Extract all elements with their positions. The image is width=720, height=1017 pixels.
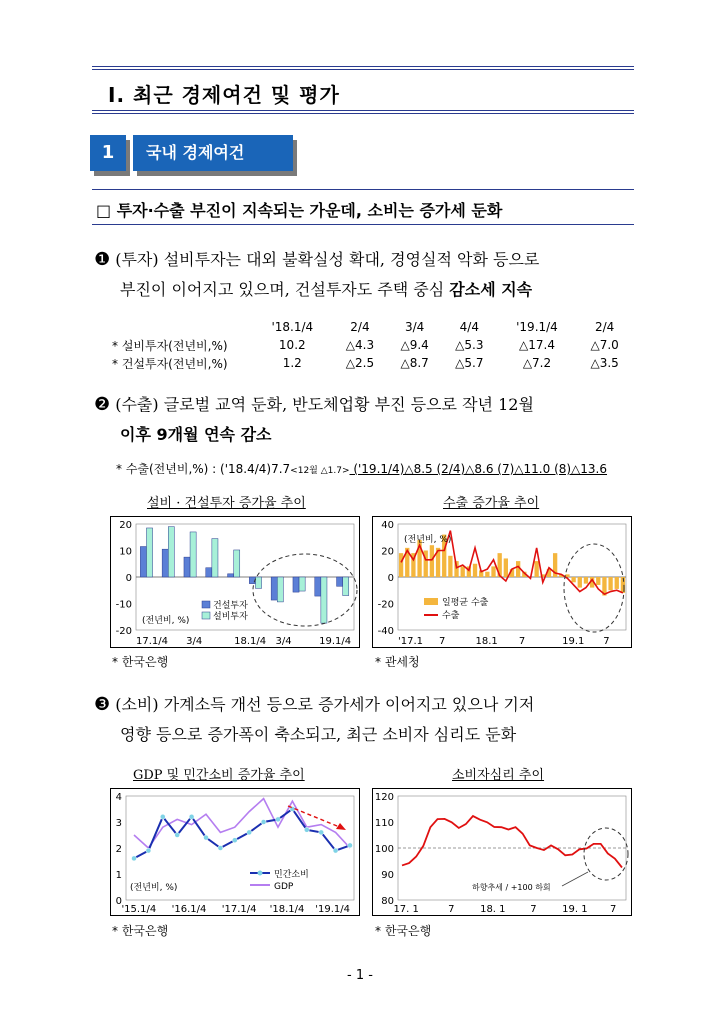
bar-daily-export bbox=[615, 577, 619, 589]
unit-label: (전년비, %) bbox=[130, 883, 178, 893]
x-tick-label: 3/4 bbox=[275, 636, 292, 647]
item2-line1: 글로벌 교역 둔화, 반도체업황 부진 등으로 작년 12월 bbox=[158, 395, 534, 414]
y-tick-label: 110 bbox=[374, 818, 394, 829]
y-tick-label: 2 bbox=[115, 844, 122, 855]
source-customs: * 관세청 bbox=[375, 655, 420, 669]
bullet-3: ❸ bbox=[94, 694, 111, 715]
marker-consumption bbox=[175, 833, 180, 838]
item3-line1: 가계소득 개선 등으로 증가세가 이어지고 있으나 기저 bbox=[158, 695, 535, 714]
cell: △7.2 bbox=[522, 356, 552, 370]
bar-건설투자 bbox=[337, 577, 343, 586]
th-2: 3/4 bbox=[404, 320, 425, 334]
y-tick-label: -10 bbox=[115, 599, 132, 611]
bar-건설투자 bbox=[206, 568, 212, 577]
item3-line2: 영향 등으로 증가폭이 축소되고, 최근 소비자 심리도 둔화 bbox=[120, 725, 517, 744]
y-tick-label: 40 bbox=[381, 520, 394, 531]
item2 bbox=[94, 390, 654, 450]
chart-gdp bbox=[110, 788, 360, 916]
cell: 1.2 bbox=[282, 356, 302, 370]
bar-건설투자 bbox=[315, 577, 321, 596]
bar-daily-export bbox=[473, 564, 477, 577]
marker-consumption bbox=[276, 817, 281, 822]
x-tick-label: 19.1 bbox=[562, 636, 585, 647]
cell: △8.7 bbox=[400, 356, 429, 370]
bar-건설투자 bbox=[140, 547, 146, 577]
unit-label: (전년비, %) bbox=[142, 616, 190, 626]
x-tick-label: 18.1 bbox=[475, 636, 498, 647]
cell: △9.4 bbox=[400, 338, 429, 352]
marker-consumption bbox=[261, 820, 266, 825]
y-tick-label: 0 bbox=[115, 896, 122, 907]
item1 bbox=[94, 245, 654, 305]
y-tick-label: 100 bbox=[374, 844, 394, 855]
headline-box bbox=[92, 189, 634, 225]
marker-consumption bbox=[146, 848, 151, 853]
bar-설비투자 bbox=[321, 577, 327, 623]
bar-daily-export bbox=[430, 545, 434, 577]
bar-설비투자 bbox=[343, 577, 349, 596]
item3 bbox=[94, 690, 654, 750]
cell: △5.3 bbox=[455, 338, 484, 352]
bullet-2: ❷ bbox=[94, 394, 111, 415]
legend-marker bbox=[258, 871, 263, 876]
bar-설비투자 bbox=[255, 577, 261, 588]
bar-설비투자 bbox=[168, 527, 174, 577]
legend-label: GDP bbox=[274, 882, 294, 892]
item1-line2: 부진이 이어지고 있으며, 건설투자도 주택 중심 bbox=[120, 280, 450, 299]
export-note-1: * 수출(전년비,%) : ('18.4/4)7.7 bbox=[116, 462, 291, 476]
y-tick-label: 3 bbox=[115, 818, 122, 829]
chart-frame bbox=[373, 789, 632, 916]
x-tick-label: 7 bbox=[603, 636, 610, 647]
legend-label: 건설투자 bbox=[213, 601, 248, 611]
bar-daily-export bbox=[485, 572, 489, 577]
bar-daily-export bbox=[571, 577, 575, 582]
bar-daily-export bbox=[504, 558, 508, 577]
x-tick-label: 7 bbox=[448, 904, 455, 915]
chart-export-title: 수출 증가율 추이 bbox=[443, 496, 540, 511]
item2-tag: (수출) bbox=[115, 395, 159, 414]
th-1: 2/4 bbox=[350, 320, 370, 334]
y-tick-label: -40 bbox=[377, 626, 394, 637]
bar-daily-export bbox=[461, 566, 465, 577]
bar-건설투자 bbox=[184, 557, 190, 577]
bar-daily-export bbox=[399, 553, 403, 577]
subsection-title: 국내 경제여건 bbox=[133, 135, 293, 171]
bar-건설투자 bbox=[162, 549, 168, 577]
marker-consumption bbox=[348, 843, 353, 848]
export-note bbox=[116, 460, 607, 477]
x-tick-label: 17.1/4 bbox=[136, 636, 168, 647]
marker-consumption bbox=[247, 830, 252, 835]
bar-설비투자 bbox=[277, 577, 283, 602]
bar-daily-export bbox=[534, 561, 538, 577]
item1-line1: 설비투자는 대외 불확실성 확대, 경영실적 악화 등으로 bbox=[158, 250, 540, 269]
source-bok-1: * 한국은행 bbox=[112, 655, 169, 669]
marker-consumption bbox=[319, 830, 324, 835]
bar-설비투자 bbox=[146, 528, 152, 577]
th-4: '19.1/4 bbox=[516, 320, 558, 334]
headline-text: □ 투자·수출 부진이 지속되는 가운데, 소비는 증가세 둔화 bbox=[96, 201, 503, 220]
legend-swatch bbox=[202, 612, 210, 619]
bar-daily-export bbox=[578, 577, 582, 588]
chart-invest-title: 설비 · 건설투자 증가율 추이 bbox=[147, 496, 306, 511]
bar-건설투자 bbox=[293, 577, 299, 592]
x-tick-label: '19.1/4 bbox=[315, 904, 350, 915]
x-tick-label: 17. 1 bbox=[393, 904, 419, 915]
y-tick-label: 80 bbox=[381, 896, 394, 907]
bar-daily-export bbox=[596, 577, 600, 585]
x-tick-label: '15.1/4 bbox=[121, 904, 157, 915]
x-tick-label: 7 bbox=[439, 636, 446, 647]
source-bok-3: * 한국은행 bbox=[375, 924, 432, 938]
cell: △4.3 bbox=[345, 338, 375, 352]
legend-label: 민간소비 bbox=[274, 870, 309, 880]
x-tick-label: 18. 1 bbox=[480, 904, 506, 915]
y-tick-label: 4 bbox=[115, 792, 122, 803]
cell: △5.7 bbox=[455, 356, 484, 370]
legend-swatch bbox=[424, 598, 438, 605]
x-tick-label: 19.1/4 bbox=[319, 636, 352, 647]
x-tick-label: 19. 1 bbox=[562, 904, 588, 915]
bullet-1: ❶ bbox=[94, 249, 111, 270]
marker-consumption bbox=[304, 827, 309, 832]
item2-line2: 이후 9개월 연속 감소 bbox=[120, 425, 272, 444]
bar-설비투자 bbox=[212, 539, 218, 577]
cell: △7.0 bbox=[590, 338, 619, 352]
page-number: - 1 - bbox=[347, 968, 373, 983]
chart-investment bbox=[110, 516, 360, 648]
x-tick-label: '18.1/4 bbox=[269, 904, 305, 915]
bar-건설투자 bbox=[271, 577, 277, 600]
bar-설비투자 bbox=[234, 550, 240, 577]
y-tick-label: 20 bbox=[381, 546, 394, 558]
unit-label: (전년비, %) bbox=[404, 535, 452, 545]
marker-consumption bbox=[189, 814, 194, 819]
chart-gdp-title: GDP 및 민간소비 증가율 추이 bbox=[133, 768, 305, 783]
annotation-label: 하향추세 / +100 하회 bbox=[472, 883, 551, 892]
th-5: 2/4 bbox=[594, 320, 615, 334]
marker-consumption bbox=[333, 848, 338, 853]
source-bok-2: * 한국은행 bbox=[112, 924, 169, 938]
x-tick-label: '17.1 bbox=[398, 636, 424, 647]
cell: 10.2 bbox=[278, 338, 306, 352]
y-tick-label: 90 bbox=[381, 870, 394, 881]
bar-daily-export bbox=[608, 577, 612, 590]
x-tick-label: 7 bbox=[518, 636, 526, 647]
marker-consumption bbox=[132, 856, 137, 861]
bar-설비투자 bbox=[299, 577, 305, 591]
subsection-number: 1 bbox=[90, 135, 126, 171]
th-3: 4/4 bbox=[459, 320, 479, 334]
x-tick-label: 7 bbox=[530, 904, 537, 915]
cell: △17.4 bbox=[519, 338, 555, 352]
y-tick-label: -20 bbox=[115, 626, 132, 637]
export-note-2: <12월 △1.7> bbox=[290, 466, 350, 476]
section-title bbox=[92, 66, 634, 114]
x-tick-label: '17.1/4 bbox=[221, 904, 257, 915]
bar-daily-export bbox=[448, 556, 452, 577]
chart-export bbox=[372, 516, 632, 648]
cell: △2.5 bbox=[345, 356, 375, 370]
marker-consumption bbox=[160, 814, 165, 819]
marker-consumption bbox=[218, 846, 223, 851]
x-tick-label: '16.1/4 bbox=[171, 904, 207, 915]
legend-label: 수출 bbox=[442, 611, 460, 621]
marker-consumption bbox=[232, 838, 237, 843]
legend-label: 일평균 수출 bbox=[442, 598, 489, 608]
bar-daily-export bbox=[491, 566, 495, 577]
th-0: '18.1/4 bbox=[271, 320, 314, 334]
x-tick-label: 3/4 bbox=[186, 636, 203, 647]
item1-emphasis: 감소세 지속 bbox=[449, 280, 533, 299]
y-tick-label: 1 bbox=[115, 870, 122, 881]
y-tick-label: 120 bbox=[374, 792, 394, 803]
item3-tag: (소비) bbox=[115, 695, 159, 714]
chart-csi bbox=[372, 788, 632, 916]
export-note-3: ('19.1/4)△8.5 (2/4)△8.6 (7)△11.0 (8)△13.6 bbox=[349, 462, 608, 476]
section-title-text: Ⅰ. 최근 경제여건 및 평가 bbox=[108, 83, 340, 107]
y-tick-label: 10 bbox=[119, 546, 132, 558]
bar-daily-export bbox=[584, 577, 588, 584]
cell: △3.5 bbox=[590, 356, 619, 370]
legend-swatch bbox=[202, 601, 210, 608]
bar-설비투자 bbox=[190, 532, 196, 577]
investment-table bbox=[112, 318, 632, 372]
row-label: * 건설투자(전년비,%) bbox=[112, 356, 228, 371]
row-label: * 설비투자(전년비,%) bbox=[112, 338, 228, 353]
chart-csi-title: 소비자심리 추이 bbox=[452, 768, 545, 783]
bar-건설투자 bbox=[228, 574, 234, 577]
y-tick-label: 0 bbox=[387, 573, 394, 584]
y-tick-label: -20 bbox=[377, 599, 394, 611]
y-tick-label: 0 bbox=[125, 573, 132, 584]
y-tick-label: 20 bbox=[119, 520, 132, 531]
legend-label: 설비투자 bbox=[213, 612, 248, 622]
x-tick-label: 7 bbox=[610, 904, 617, 915]
item1-tag: (투자) bbox=[115, 250, 159, 269]
marker-consumption bbox=[204, 835, 209, 840]
x-tick-label: 18.1/4 bbox=[234, 636, 267, 647]
